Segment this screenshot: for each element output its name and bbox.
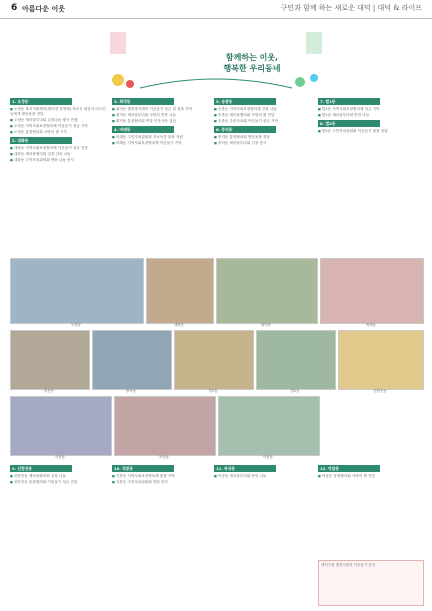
page-header xyxy=(0,0,432,19)
item: ■ 신탄진동 새마을협의회 김장 나눔 xyxy=(10,474,108,479)
item: ■ 비래동 주민자치위원회 저소득층 물품 지원 xyxy=(112,135,210,140)
lower-column-4 xyxy=(318,463,422,553)
hero-title xyxy=(182,52,322,74)
item: ■ 대화동 새마을협의회 김장 김치 나눔 xyxy=(10,152,108,157)
photo-caption: 법2동 xyxy=(290,389,300,393)
item: ■ 오정동 복지지원센터(센터장 강정혜) 저소득 대상자 어르신들에게 방한용품 전달 xyxy=(10,107,108,117)
photo-caption: 신탄진동 xyxy=(373,389,387,393)
photo-group xyxy=(10,330,90,390)
photo-group xyxy=(256,330,336,390)
item: ■ 법1동 새마을부녀회 반찬 나눔 xyxy=(318,113,422,118)
photo-group xyxy=(174,330,254,390)
slogan: 구민과 함께 하는 새로운 대덕 | 대덕 & 라이프 xyxy=(280,4,422,12)
hero-title-line2: 행복한 우리동네 xyxy=(223,64,281,73)
item: ■ 송촌동 새마을협의회 사랑의 쌀 전달 xyxy=(214,113,314,118)
item: ■ 회덕동 새마을부녀회 사랑의 반찬 나눔 xyxy=(112,113,210,118)
item: ■ 회덕동 행정복지센터 이웃돕기 성금 및 물품 기탁 xyxy=(112,107,210,112)
item: ■ 중리동 새마을부녀회 김장 봉사 xyxy=(214,141,314,146)
photo-caption: 중리동 xyxy=(125,389,137,393)
section-heading: 5. 송촌동 xyxy=(214,98,276,105)
lower-column-3 xyxy=(214,463,314,603)
item: ■ 비래동 지역사회보장협의체 이웃돕기 기탁 xyxy=(112,141,210,146)
item: ■ 오정동 통장협의회 사랑의 쌀 기부 xyxy=(10,130,108,135)
photo-group xyxy=(92,330,172,390)
section-heading: 9. 신탄진동 xyxy=(10,465,72,472)
section-heading: 1. 오정동 xyxy=(10,98,72,105)
photo-caption: 오정동 xyxy=(70,323,82,327)
item: ■ 석봉동 지역사회보장협의체 물품 기탁 xyxy=(112,474,210,479)
section-heading: 8. 법2동 xyxy=(318,120,380,127)
photo-group xyxy=(216,258,318,324)
photo-caption: 송촌동 xyxy=(43,389,55,393)
photo-caption: 석봉동 xyxy=(54,455,66,459)
lower-column-1 xyxy=(10,463,108,603)
photo-group xyxy=(338,330,424,390)
notice-box xyxy=(318,560,424,606)
item: ■ 목상동 새마을부녀회 반찬 나눔 xyxy=(214,474,314,479)
section-heading: 2. 대화동 xyxy=(10,137,72,144)
section-heading: 3. 회덕동 xyxy=(112,98,174,105)
hero-title-line1: 함께하는 이웃, xyxy=(225,53,279,62)
item: ■ 법2동 주민자치위원회 이웃돕기 물품 전달 xyxy=(318,129,422,134)
item: ■ 법1동 지역사회보장협의체 성금 기탁 xyxy=(318,107,422,112)
item: ■ 신탄진동 통장협의회 이웃돕기 성금 전달 xyxy=(10,480,108,485)
item: ■ 오정동 지역사회보장협의체 이웃돕기 성금 기탁 xyxy=(10,124,108,129)
item: ■ 중리동 통장협의회 방한용품 전달 xyxy=(214,135,314,140)
photo-group xyxy=(146,258,214,324)
item: ■ 석봉동 주민자치위원회 연탄 봉사 xyxy=(112,480,210,485)
page-number: 6 xyxy=(11,3,18,13)
photo-caption: 비래동 xyxy=(365,323,377,327)
item: ■ 회덕동 통장협의회 연말 이웃사랑 실천 xyxy=(112,119,210,124)
photo-group xyxy=(218,396,320,456)
photo-caption: 목상동 xyxy=(158,455,170,459)
lower-column-2 xyxy=(112,463,210,603)
photo-group xyxy=(10,258,144,324)
section-heading: 12. 덕암동 xyxy=(318,465,380,472)
section-heading: 4. 비래동 xyxy=(112,126,174,133)
photo-caption: 법1동 xyxy=(208,389,218,393)
item: ■ 오정동 새마을부녀회 김장나눔 행사 진행 xyxy=(10,118,108,123)
photo-group xyxy=(114,396,216,456)
section-heading: 6. 중리동 xyxy=(214,126,276,133)
photo-caption: 회덕동 xyxy=(260,323,272,327)
photo-caption: 대화동 xyxy=(173,323,185,327)
hero-banner xyxy=(100,22,332,94)
section-heading: 10. 석봉동 xyxy=(112,465,174,472)
photo-group xyxy=(320,258,424,324)
section-heading: 11. 목상동 xyxy=(214,465,276,472)
section-heading: 7. 법1동 xyxy=(318,98,380,105)
notice-text: 대덕구청 행정지원과 이웃돕기 문의 xyxy=(321,563,376,567)
photo-caption: 덕암동 xyxy=(262,455,274,459)
item: ■ 덕암동 통장협의회 사랑의 쌀 전달 xyxy=(318,474,422,479)
item: ■ 송촌동 지역사회보장협의체 김장 나눔 xyxy=(214,107,314,112)
item: ■ 대화동 지역사회보장협의체 이웃돕기 성금 전달 xyxy=(10,146,108,151)
item: ■ 송촌동 주민자치회 이웃돕기 성금 기탁 xyxy=(214,119,314,124)
photo-group xyxy=(10,396,112,456)
section-title: 아름다운 이웃 xyxy=(22,5,66,13)
item: ■ 대화동 주민자치위원회 연탄 나눔 봉사 xyxy=(10,158,108,163)
